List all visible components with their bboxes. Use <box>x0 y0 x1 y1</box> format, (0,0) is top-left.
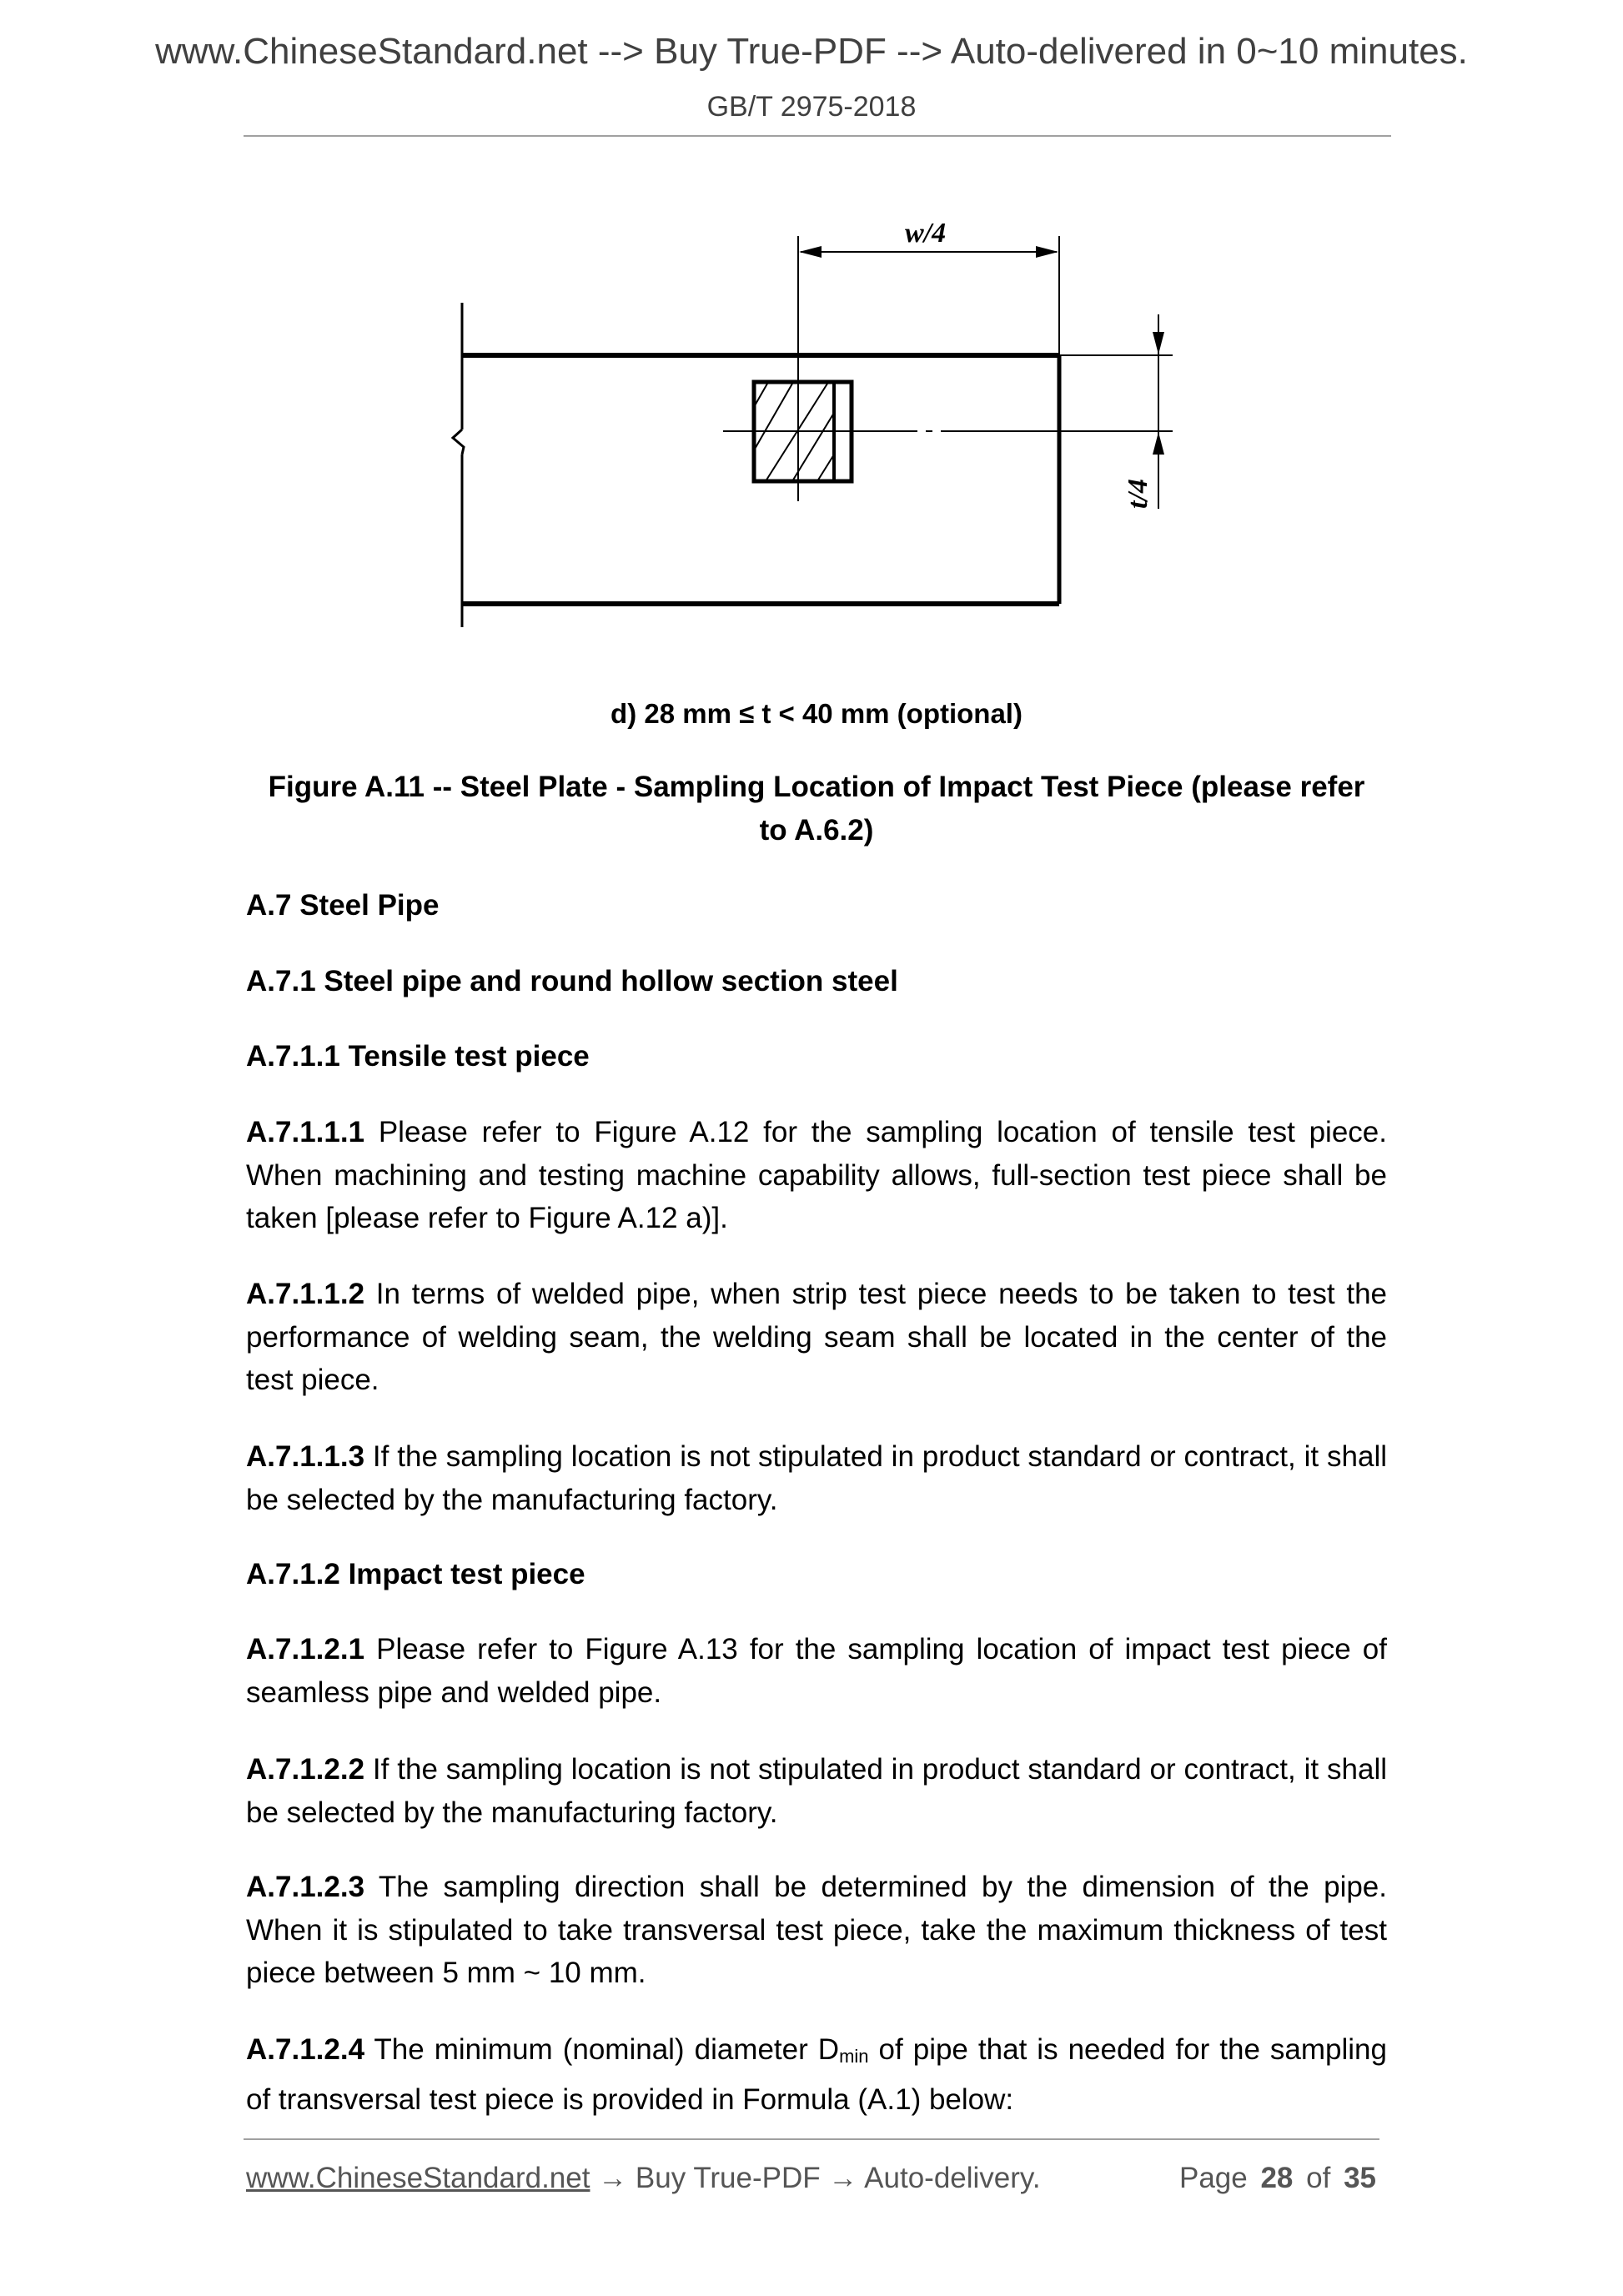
break-symbol <box>453 430 464 455</box>
footer-left <box>246 2162 1041 2195</box>
paragraph-text: Please refer to Figure A.13 for the sampling location of impact test piece of seamless pipe and welded pipe. <box>246 1633 1387 1709</box>
clause-number: A.7.1.2.3 <box>246 1871 365 1903</box>
header-banner[interactable]: www.ChineseStandard.net --> Buy True-PDF --> Auto-delivered in 0~10 minutes. <box>155 31 1468 72</box>
section-heading-a7: A.7 Steel Pipe <box>246 889 440 922</box>
paragraph-a7124 <box>246 2028 1387 2121</box>
paragraph-text: If the sampling location is not stipulated in product standard or contract, it shall be selected by the manufacturing factory. <box>246 1440 1387 1516</box>
hatch-lines <box>754 384 834 481</box>
paragraph-text: The minimum (nominal) diameter D <box>364 2033 840 2066</box>
paragraph-a7121 <box>246 1628 1387 1714</box>
of-label: of <box>1306 2162 1331 2194</box>
page-number: 28 <box>1260 2162 1294 2194</box>
figure-subcaption: d) 28 mm ≤ t < 40 mm (optional) <box>611 698 1023 729</box>
footer-link[interactable]: www.ChineseStandard.net <box>246 2162 590 2194</box>
clause-number: A.7.1.1.1 <box>246 1116 365 1148</box>
section-heading-a71: A.7.1 Steel pipe and round hollow section steel <box>246 965 898 997</box>
paragraph-text: In terms of welded pipe, when strip test piece needs to be taken to test the performance of welding seam, the welding seam shall be located in the center of the test piece. <box>246 1278 1387 1396</box>
dimension-arrows <box>799 246 1164 455</box>
clause-number: A.7.1.2.4 <box>246 2033 365 2066</box>
paragraph-a7123 <box>246 1866 1387 1995</box>
paragraph-text: If the sampling location is not stipulated in product standard or contract, it shall be selected by the manufacturing factory. <box>246 1753 1387 1829</box>
paragraph-text: of pipe that is needed for the sampling of transversal test piece is provided in Formula (A.1) below: <box>246 2033 1387 2116</box>
steel-plate-diagram <box>0 0 1623 667</box>
footer-text: → Buy True-PDF → Auto-delivery. <box>590 2162 1041 2194</box>
clause-number: A.7.1.2.2 <box>246 1753 365 1786</box>
paragraph-a7111 <box>246 1111 1387 1240</box>
standard-number: GB/T 2975-2018 <box>706 91 917 123</box>
clause-number: A.7.1.1.2 <box>246 1278 365 1310</box>
page-total: 35 <box>1344 2162 1376 2194</box>
subscript: min <box>839 2046 869 2067</box>
paragraph-text: The sampling direction shall be determined by the dimension of the pipe. When it is stipulated to take transversal test piece, take the maximum thickness of test piece between 5 mm ~ 10 mm. <box>246 1871 1387 1989</box>
paragraph-a7122 <box>246 1748 1387 1834</box>
section-heading-a711: A.7.1.1 Tensile test piece <box>246 1040 590 1073</box>
page-label: Page <box>1178 2162 1248 2194</box>
section-heading-a712: A.7.1.2 Impact test piece <box>246 1558 585 1590</box>
w4-label: w/4 <box>905 218 947 249</box>
clause-number: A.7.1.1.3 <box>246 1440 365 1473</box>
figure-title: Figure A.11 -- Steel Plate - Sampling Location of Impact Test Piece (please refer to A.6.2) <box>268 771 1365 847</box>
clause-number: A.7.1.2.1 <box>246 1633 365 1665</box>
paragraph-a7113 <box>246 1435 1387 1521</box>
page-indicator <box>1168 2162 1376 2195</box>
footer-divider <box>244 2138 1379 2140</box>
t4-label: t/4 <box>1123 479 1153 509</box>
paragraph-a7112 <box>246 1273 1387 1402</box>
paragraph-text: Please refer to Figure A.12 for the sampling location of tensile test piece. When machining and testing machine capability allows, full-section test piece shall be taken [please refer to Figure A.12 a)]. <box>246 1116 1387 1234</box>
